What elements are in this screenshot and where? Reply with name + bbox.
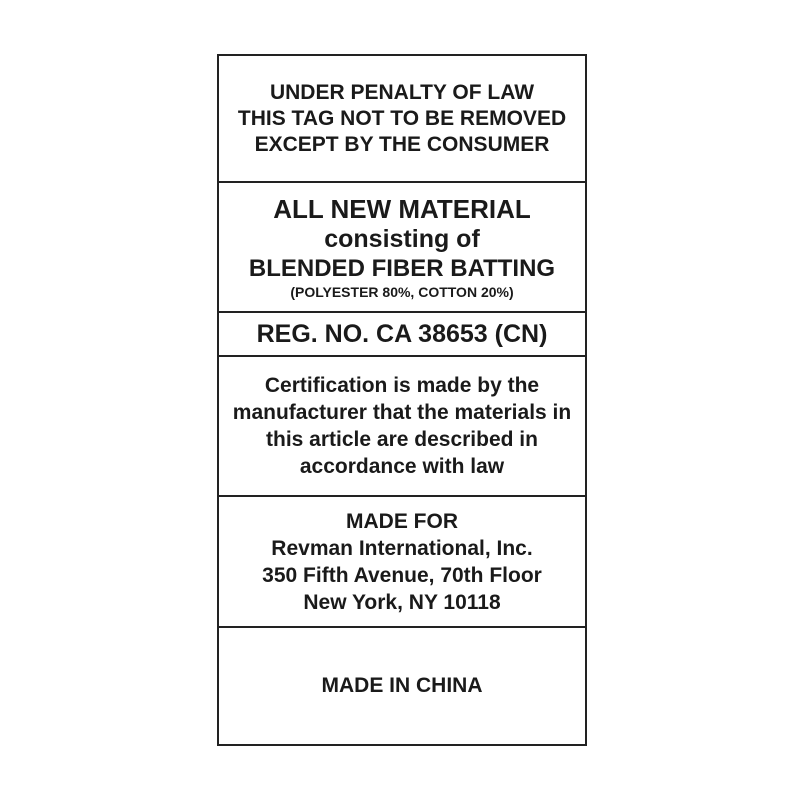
made-for-address: 350 Fifth Avenue, 70th Floor bbox=[262, 563, 542, 587]
registration-number: REG. NO. CA 38653 (CN) bbox=[256, 320, 548, 348]
origin-section bbox=[219, 628, 585, 744]
origin-text: MADE IN CHINA bbox=[321, 674, 483, 697]
penalty-notice-section bbox=[219, 56, 585, 183]
certification-line-1: Certification is made by the bbox=[264, 374, 540, 397]
certification-line-4: accordance with law bbox=[299, 455, 505, 478]
registration-section bbox=[219, 313, 585, 357]
made-for-city-state-zip: New York, NY 10118 bbox=[303, 590, 501, 614]
penalty-line-2: THIS TAG NOT TO BE REMOVED bbox=[237, 106, 567, 130]
certification-section bbox=[219, 357, 585, 497]
material-section bbox=[219, 183, 585, 313]
penalty-line-3: EXCEPT BY THE CONSUMER bbox=[254, 132, 550, 156]
certification-line-2: manufacturer that the materials in bbox=[232, 401, 572, 424]
made-for-company: Revman International, Inc. bbox=[271, 536, 533, 560]
material-content: BLENDED FIBER BATTING bbox=[248, 254, 556, 282]
law-tag-label bbox=[217, 54, 587, 746]
material-subheading: consisting of bbox=[324, 224, 480, 253]
penalty-line-1: UNDER PENALTY OF LAW bbox=[269, 80, 535, 104]
material-heading: ALL NEW MATERIAL bbox=[273, 193, 531, 224]
made-for-heading: MADE FOR bbox=[346, 509, 458, 533]
certification-line-3: this article are described in bbox=[266, 428, 538, 451]
made-for-section bbox=[219, 497, 585, 628]
material-composition: (POLYESTER 80%, COTTON 20%) bbox=[290, 283, 514, 300]
